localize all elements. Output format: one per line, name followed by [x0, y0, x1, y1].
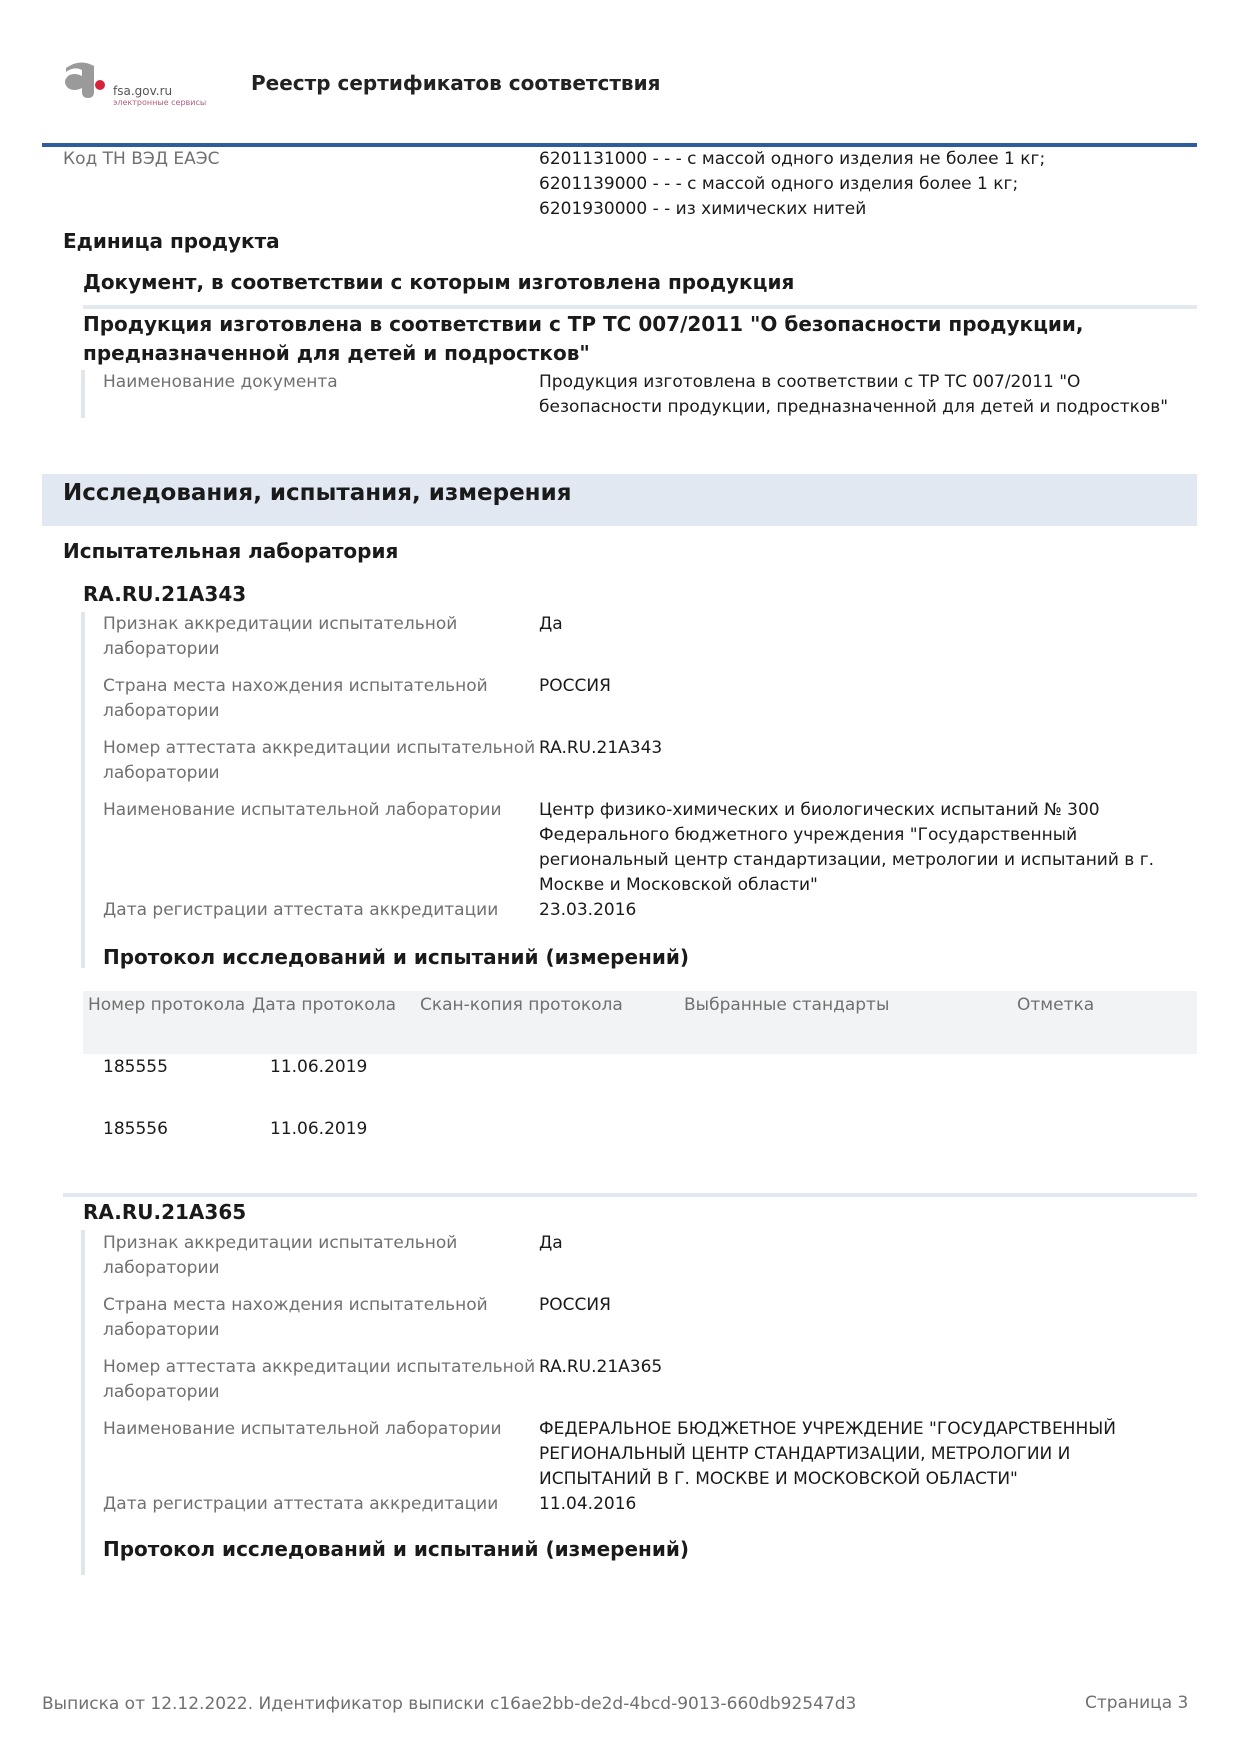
- document-title-line: Продукция изготовлена в соответствии с ТР ТС 007/2011 "О безопасности продукции,: [83, 312, 1084, 336]
- field-value: RA.RU.21А365: [539, 1357, 663, 1377]
- document-indent-bar: [81, 370, 85, 418]
- logo-url: fsa.gov.ru: [113, 84, 173, 98]
- table-column-header: Скан-копия протокола: [420, 995, 623, 1015]
- field-value: ИСПЫТАНИЙ В Г. МОСКВЕ И МОСКОВСКОЙ ОБЛАСТИ": [539, 1469, 1018, 1489]
- field-label: лаборатории: [103, 639, 220, 659]
- table-column-header: Номер протокола: [88, 995, 246, 1015]
- doc-name-value: Продукция изготовлена в соответствии с ТР ТС 007/2011 "О: [539, 372, 1081, 392]
- logo-subtitle: электронные сервисы: [113, 98, 207, 107]
- unit-heading: Единица продукта: [63, 229, 280, 253]
- lab-divider: [63, 1193, 1197, 1197]
- footer-page-number: Страница 3: [1085, 1693, 1189, 1713]
- field-label: Страна места нахождения испытательной: [103, 676, 488, 696]
- document-divider: [83, 305, 1197, 309]
- document-title-line: предназначенной для детей и подростков": [83, 341, 590, 365]
- field-label: Наименование испытательной лаборатории: [103, 1419, 502, 1439]
- field-value: RA.RU.21А343: [539, 738, 663, 758]
- table-cell: 11.06.2019: [270, 1057, 368, 1077]
- tn-ved-line: 6201930000 - - из химических нитей: [539, 199, 867, 219]
- doc-name-value: безопасности продукции, предназначенной для детей и подростков": [539, 397, 1169, 417]
- table-column-header: Отметка: [1017, 995, 1095, 1015]
- lab-indent-bar: [81, 1230, 85, 1575]
- table-cell: 11.06.2019: [270, 1119, 368, 1139]
- tn-ved-label: Код ТН ВЭД ЕАЭС: [63, 149, 220, 169]
- tn-ved-line: 6201139000 - - - с массой одного изделия более 1 кг;: [539, 174, 1019, 194]
- field-value: 11.04.2016: [539, 1494, 637, 1514]
- table-column-header: Дата протокола: [252, 995, 396, 1015]
- field-label: лаборатории: [103, 1320, 220, 1340]
- field-value: РЕГИОНАЛЬНЫЙ ЦЕНТР СТАНДАРТИЗАЦИИ, МЕТРОЛОГИИ И: [539, 1444, 1071, 1464]
- field-label: лаборатории: [103, 1258, 220, 1278]
- field-value: Федерального бюджетного учреждения "Государственный: [539, 825, 1078, 845]
- logo-a-glyph: [65, 62, 94, 98]
- field-value: РОССИЯ: [539, 1295, 611, 1315]
- field-label: лаборатории: [103, 763, 220, 783]
- field-label: Дата регистрации аттестата аккредитации: [103, 900, 499, 920]
- footer-extract-info: Выписка от 12.12.2022. Идентификатор выписки c16ae2bb-de2d-4bcd-9013-660db92547d3: [42, 1694, 857, 1714]
- table-cell: 185555: [103, 1057, 168, 1077]
- field-value: Да: [539, 1233, 563, 1253]
- field-label: Номер аттестата аккредитации испытательной: [103, 738, 536, 758]
- section-title: Исследования, испытания, измерения: [63, 480, 572, 506]
- protocol-heading: Протокол исследований и испытаний (измерений): [103, 1537, 690, 1561]
- field-value: Да: [539, 614, 563, 634]
- field-value: Центр физико-химических и биологических испытаний № 300: [539, 800, 1100, 820]
- table-cell: 185556: [103, 1119, 168, 1139]
- field-label: Страна места нахождения испытательной: [103, 1295, 488, 1315]
- field-label: Признак аккредитации испытательной: [103, 1233, 458, 1253]
- field-label: лаборатории: [103, 701, 220, 721]
- tn-ved-line: 6201131000 - - - с массой одного изделия не более 1 кг;: [539, 149, 1046, 169]
- logo-red-dot: [95, 80, 105, 90]
- lab-code: RA.RU.21А343: [83, 582, 247, 606]
- lab-code: RA.RU.21А365: [83, 1200, 247, 1224]
- protocol-heading: Протокол исследований и испытаний (измерений): [103, 945, 690, 969]
- field-label: Признак аккредитации испытательной: [103, 614, 458, 634]
- doc-name-label: Наименование документа: [103, 372, 338, 392]
- table-column-header: Выбранные стандарты: [684, 995, 890, 1015]
- field-value: РОССИЯ: [539, 676, 611, 696]
- field-label: Номер аттестата аккредитации испытательной: [103, 1357, 536, 1377]
- field-value: региональный центр стандартизации, метрологии и испытаний в г.: [539, 850, 1155, 870]
- document-heading: Документ, в соответствии с которым изготовлена продукция: [83, 270, 795, 294]
- lab-heading: Испытательная лаборатория: [63, 539, 399, 563]
- page-title: Реестр сертификатов соответствия: [251, 71, 661, 95]
- field-label: Наименование испытательной лаборатории: [103, 800, 502, 820]
- field-label: Дата регистрации аттестата аккредитации: [103, 1494, 499, 1514]
- field-label: лаборатории: [103, 1382, 220, 1402]
- lab-indent-bar: [81, 612, 85, 968]
- field-value: ФЕДЕРАЛЬНОЕ БЮДЖЕТНОЕ УЧРЕЖДЕНИЕ "ГОСУДАРСТВЕННЫЙ: [539, 1419, 1116, 1439]
- field-value: Москве и Московской области": [539, 875, 818, 895]
- field-value: 23.03.2016: [539, 900, 637, 920]
